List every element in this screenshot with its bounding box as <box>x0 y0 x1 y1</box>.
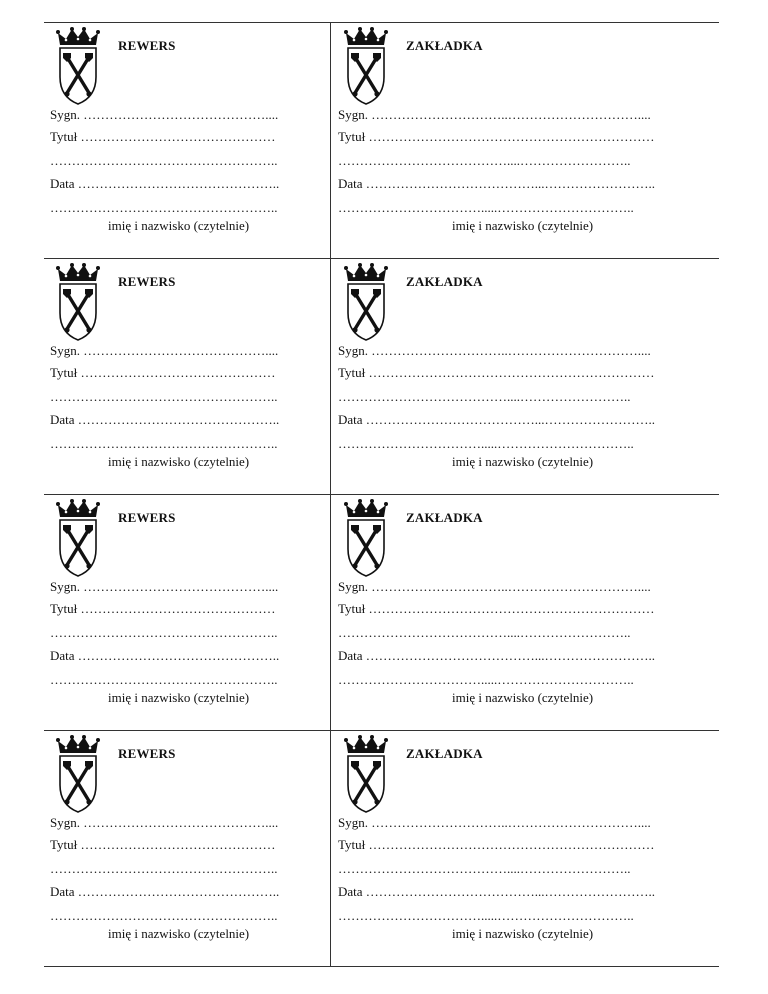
tytul-field[interactable]: Tytuł ……………………………………… <box>50 129 276 144</box>
name-caption: imię i nazwisko (czytelnie) <box>108 926 250 941</box>
crest-icon <box>54 499 102 579</box>
data-field[interactable]: Data ……………………………………….. <box>50 412 280 427</box>
sygn-field[interactable]: Sygn. …………………………………….... <box>50 107 279 122</box>
name-field[interactable]: …………………………………………….. <box>50 908 278 923</box>
sygn-field[interactable]: Sygn. …………………………………….... <box>50 579 279 594</box>
name-caption: imię i nazwisko (czytelnie) <box>452 218 594 233</box>
zakladka-card <box>338 23 716 258</box>
crest-icon <box>342 499 390 579</box>
tytul-continued-field[interactable]: …………………………………………….. <box>50 861 278 876</box>
rewers-title: REWERS <box>118 274 176 289</box>
tytul-continued-field[interactable]: …………………………………....…………………….. <box>338 625 631 640</box>
divider <box>330 259 331 494</box>
tytul-continued-field[interactable]: …………………………………....…………………….. <box>338 153 631 168</box>
slip-row <box>44 22 719 258</box>
rewers-title: REWERS <box>118 38 176 53</box>
name-field[interactable]: …………………………….....………………………….. <box>338 200 634 215</box>
divider <box>330 731 331 966</box>
crest-icon <box>54 27 102 107</box>
tytul-field[interactable]: Tytuł ……………………………………… <box>50 601 276 616</box>
name-caption: imię i nazwisko (czytelnie) <box>452 690 594 705</box>
name-field[interactable]: …………………………………………….. <box>50 672 278 687</box>
name-caption: imię i nazwisko (czytelnie) <box>452 454 594 469</box>
slip-row <box>44 730 719 967</box>
tytul-field[interactable]: Tytuł ……………………………………… <box>50 365 276 380</box>
tytul-field[interactable]: Tytuł ………………………………………………………… <box>338 365 655 380</box>
name-field[interactable]: …………………………….....………………………….. <box>338 436 634 451</box>
zakladka-card <box>338 731 716 966</box>
tytul-continued-field[interactable]: …………………………………………….. <box>50 153 278 168</box>
sygn-field[interactable]: Sygn. …………………………..………………………….... <box>338 579 651 594</box>
zakladka-card <box>338 259 716 494</box>
data-field[interactable]: Data …………………………………...…………………….. <box>338 412 656 427</box>
sygn-field[interactable]: Sygn. …………………………..………………………….... <box>338 815 651 830</box>
zakladka-title: ZAKŁADKA <box>406 274 483 289</box>
rewers-card <box>50 259 326 494</box>
data-field[interactable]: Data …………………………………...…………………….. <box>338 648 656 663</box>
form-sheet <box>44 22 719 967</box>
tytul-continued-field[interactable]: …………………………………………….. <box>50 625 278 640</box>
tytul-continued-field[interactable]: …………………………………………….. <box>50 389 278 404</box>
data-field[interactable]: Data …………………………………...…………………….. <box>338 176 656 191</box>
crest-icon <box>54 263 102 343</box>
rewers-card <box>50 731 326 966</box>
tytul-field[interactable]: Tytuł ……………………………………… <box>50 837 276 852</box>
tytul-field[interactable]: Tytuł ………………………………………………………… <box>338 129 655 144</box>
data-field[interactable]: Data ……………………………………….. <box>50 176 280 191</box>
name-field[interactable]: …………………………………………….. <box>50 436 278 451</box>
tytul-field[interactable]: Tytuł ………………………………………………………… <box>338 601 655 616</box>
sygn-field[interactable]: Sygn. …………………………..………………………….... <box>338 107 651 122</box>
slip-row <box>44 494 719 730</box>
name-caption: imię i nazwisko (czytelnie) <box>108 218 250 233</box>
name-field[interactable]: …………………………………………….. <box>50 200 278 215</box>
rewers-title: REWERS <box>118 746 176 761</box>
tytul-continued-field[interactable]: …………………………………....…………………….. <box>338 861 631 876</box>
crest-icon <box>342 27 390 107</box>
rewers-card <box>50 23 326 258</box>
sygn-field[interactable]: Sygn. …………………………………….... <box>50 815 279 830</box>
crest-icon <box>342 735 390 815</box>
divider <box>330 495 331 730</box>
divider <box>330 23 331 258</box>
data-field[interactable]: Data ……………………………………….. <box>50 648 280 663</box>
tytul-field[interactable]: Tytuł ………………………………………………………… <box>338 837 655 852</box>
tytul-continued-field[interactable]: …………………………………....…………………….. <box>338 389 631 404</box>
zakladka-card <box>338 495 716 730</box>
zakladka-title: ZAKŁADKA <box>406 38 483 53</box>
name-field[interactable]: …………………………….....………………………….. <box>338 908 634 923</box>
zakladka-title: ZAKŁADKA <box>406 746 483 761</box>
name-field[interactable]: …………………………….....………………………….. <box>338 672 634 687</box>
name-caption: imię i nazwisko (czytelnie) <box>108 690 250 705</box>
sygn-field[interactable]: Sygn. …………………………..………………………….... <box>338 343 651 358</box>
crest-icon <box>342 263 390 343</box>
data-field[interactable]: Data …………………………………...…………………….. <box>338 884 656 899</box>
crest-icon <box>54 735 102 815</box>
name-caption: imię i nazwisko (czytelnie) <box>452 926 594 941</box>
zakladka-title: ZAKŁADKA <box>406 510 483 525</box>
rewers-title: REWERS <box>118 510 176 525</box>
sygn-field[interactable]: Sygn. …………………………………….... <box>50 343 279 358</box>
name-caption: imię i nazwisko (czytelnie) <box>108 454 250 469</box>
slip-row <box>44 258 719 494</box>
rewers-card <box>50 495 326 730</box>
data-field[interactable]: Data ……………………………………….. <box>50 884 280 899</box>
